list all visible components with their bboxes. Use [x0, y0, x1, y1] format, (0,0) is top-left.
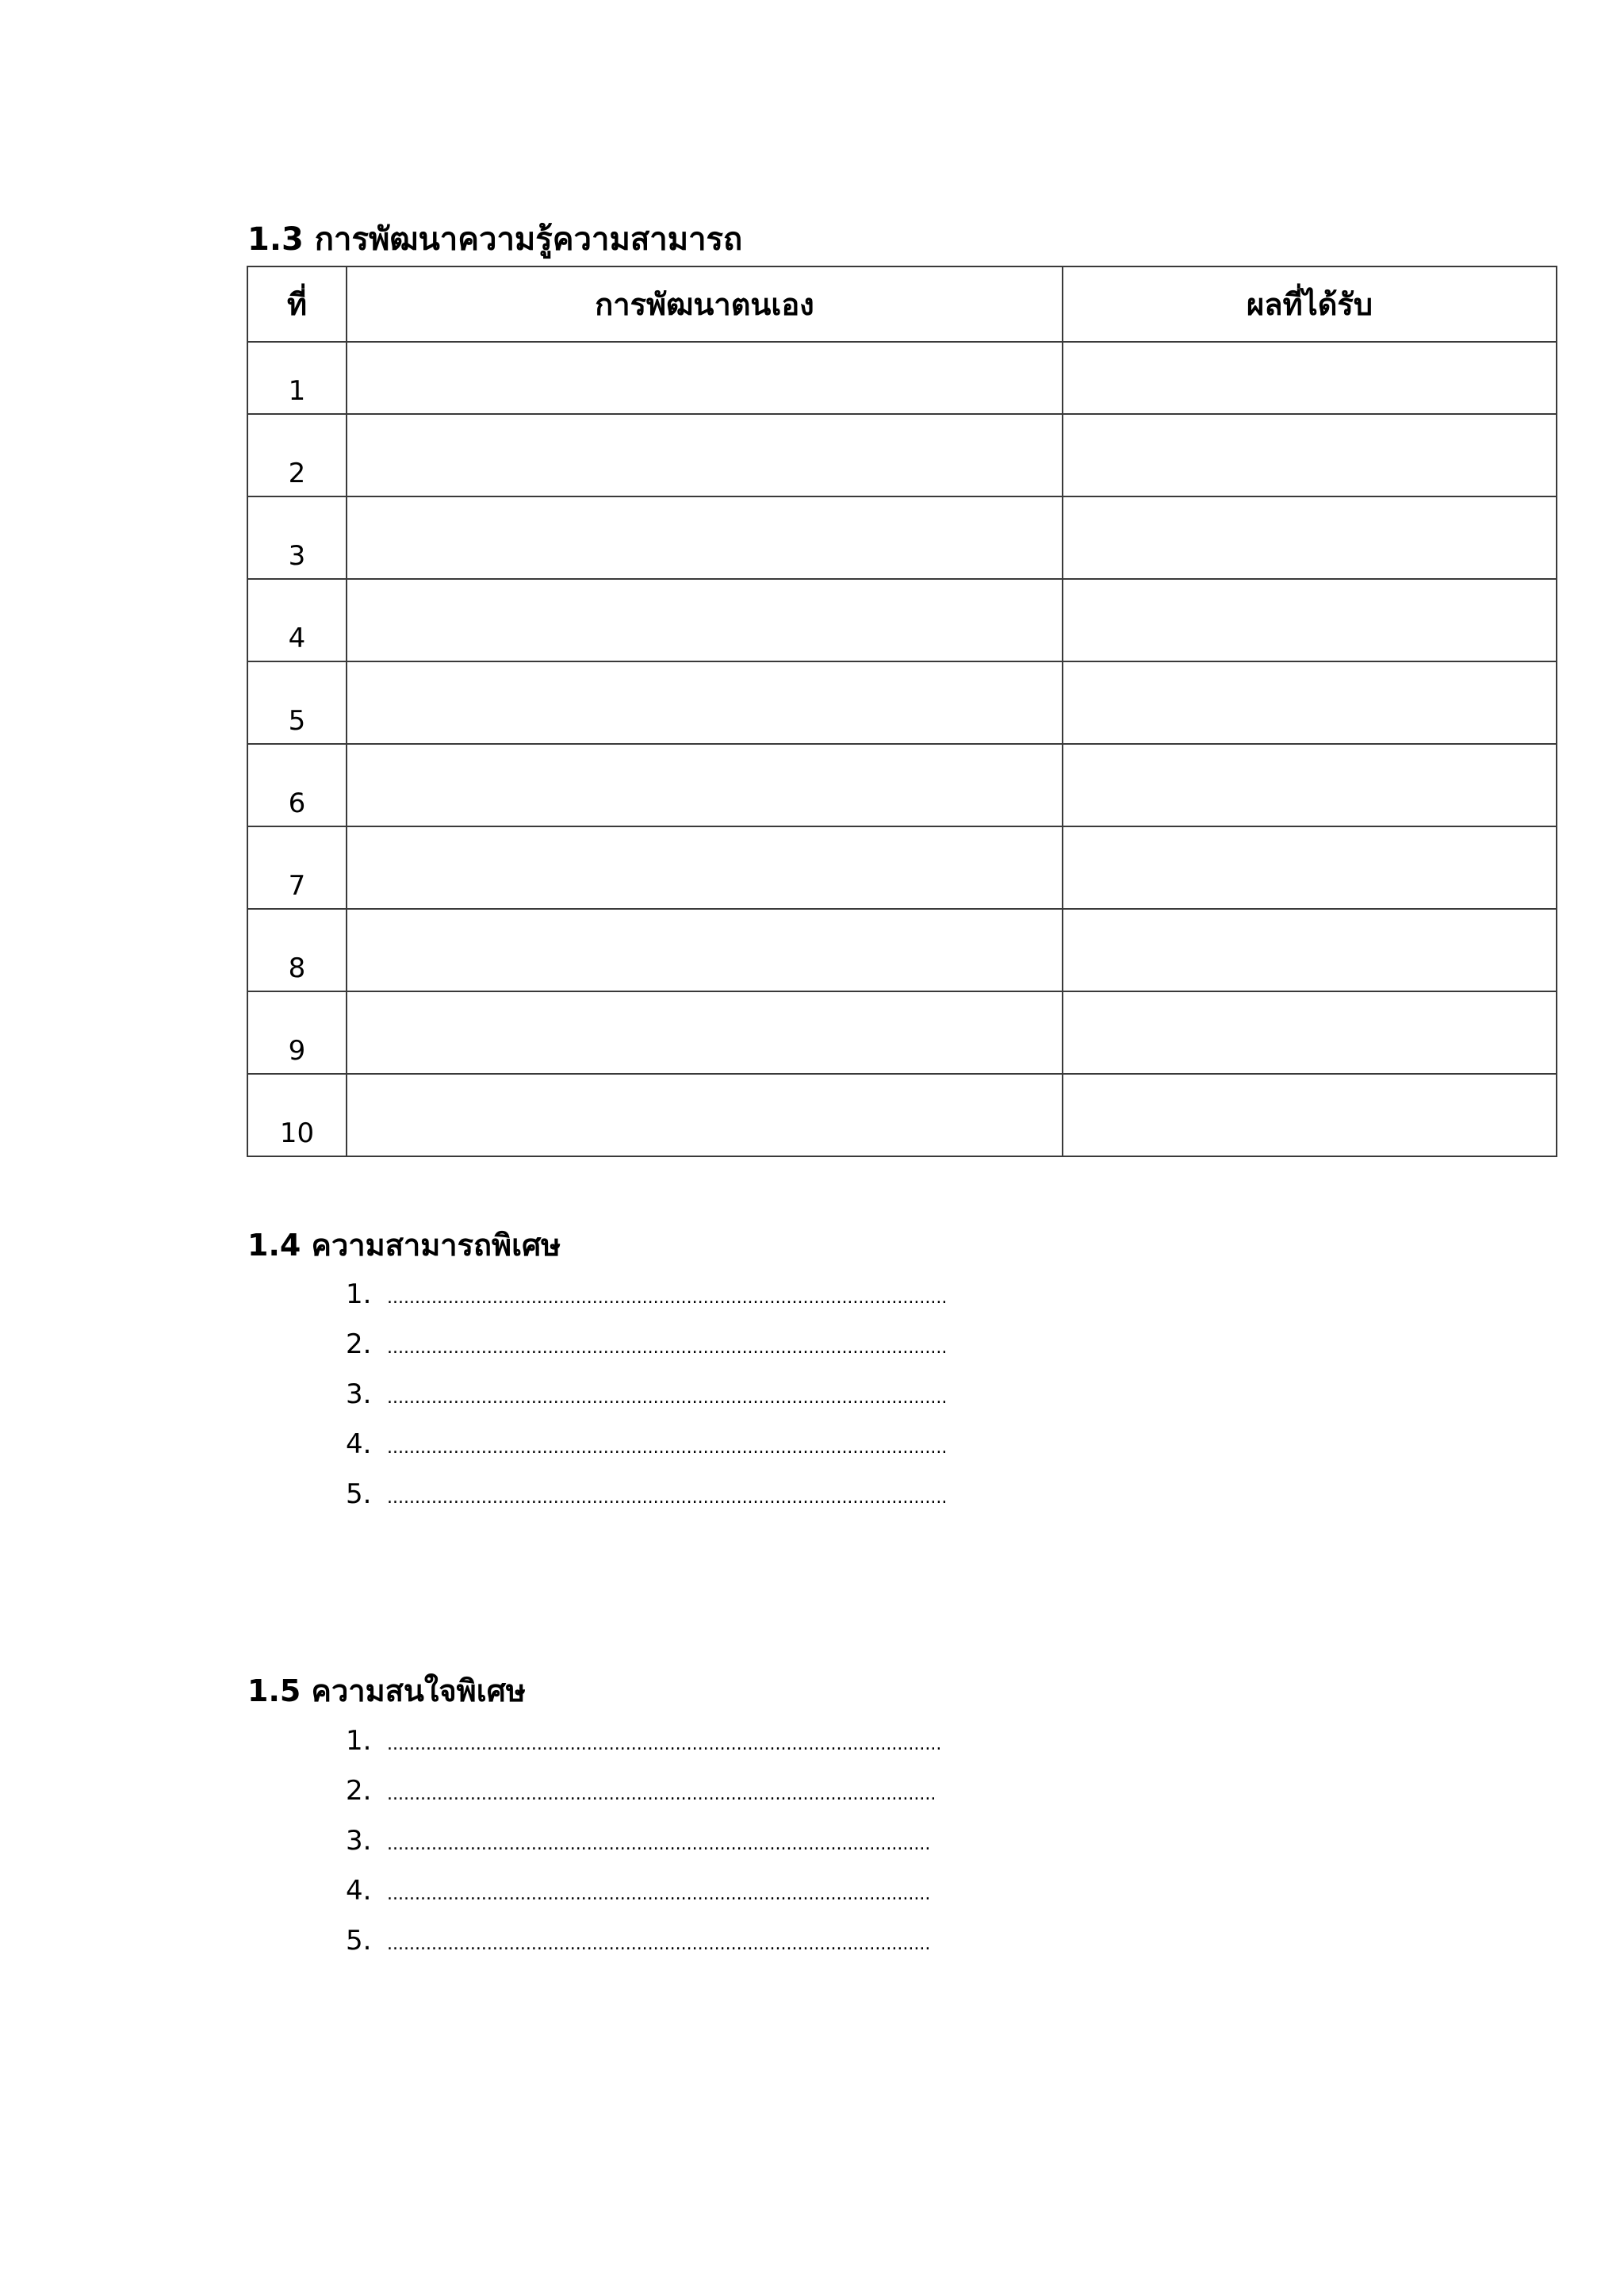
section-1-3-heading: 1.3 การพัฒนาความรู้ความสามารถ [247, 221, 743, 258]
section-1-5-heading: 1.5 ความสนใจพิเศษ [247, 1673, 526, 1708]
table-row [247, 826, 1557, 909]
self-development-table [247, 266, 1557, 1157]
list-item[interactable] [346, 1772, 941, 1822]
table-row [247, 1074, 1557, 1156]
list-item[interactable] [346, 1822, 941, 1872]
result-cell[interactable] [1063, 579, 1557, 661]
development-cell[interactable] [347, 826, 1063, 909]
fill-in-line: .................................................................................................. [387, 1884, 931, 1904]
fill-in-line: .................................................................................................. [387, 1834, 931, 1854]
development-cell[interactable] [347, 744, 1063, 826]
column-header-result: ผลที่ได้รับ [1063, 266, 1557, 342]
result-cell[interactable] [1063, 744, 1557, 826]
list-item[interactable] [346, 1325, 947, 1375]
list-item[interactable] [346, 1872, 941, 1922]
table-row [247, 579, 1557, 661]
fill-in-line: .................................................................................................... [387, 1734, 942, 1754]
table-header-row [247, 266, 1557, 342]
result-cell[interactable] [1063, 342, 1557, 414]
item-number: 5. [346, 1478, 372, 1510]
fill-in-line: ..................................................................................................... [387, 1388, 948, 1408]
table-row [247, 414, 1557, 496]
list-item[interactable] [346, 1922, 941, 1972]
table-row [247, 496, 1557, 579]
result-cell[interactable] [1063, 826, 1557, 909]
table-row [247, 744, 1557, 826]
row-number: 5 [247, 661, 347, 744]
item-number: 4. [346, 1428, 372, 1460]
row-number: 2 [247, 414, 347, 496]
result-cell[interactable] [1063, 496, 1557, 579]
row-number: 7 [247, 826, 347, 909]
result-cell[interactable] [1063, 1074, 1557, 1156]
section-1-4-heading: 1.4 ความสามารถพิเศษ [247, 1228, 561, 1263]
row-number: 6 [247, 744, 347, 826]
special-abilities-list [346, 1275, 947, 1525]
column-header-number: ที่ [247, 266, 347, 342]
development-cell[interactable] [347, 991, 1063, 1074]
development-cell[interactable] [347, 496, 1063, 579]
list-item[interactable] [346, 1275, 947, 1325]
fill-in-line: .................................................................................................. [387, 1934, 931, 1954]
item-number: 2. [346, 1328, 372, 1360]
result-cell[interactable] [1063, 991, 1557, 1074]
list-item[interactable] [346, 1722, 941, 1772]
row-number: 9 [247, 991, 347, 1074]
table-row [247, 909, 1557, 991]
fill-in-line: ..................................................................................................... [387, 1438, 948, 1458]
fill-in-line: ..................................................................................................... [387, 1288, 948, 1308]
row-number: 3 [247, 496, 347, 579]
column-header-self-development: การพัฒนาตนเอง [347, 266, 1063, 342]
development-cell[interactable] [347, 661, 1063, 744]
development-cell[interactable] [347, 1074, 1063, 1156]
item-number: 3. [346, 1378, 372, 1410]
fill-in-line: ..................................................................................................... [387, 1338, 948, 1358]
table-row [247, 342, 1557, 414]
row-number: 10 [247, 1074, 347, 1156]
item-number: 1. [346, 1725, 372, 1757]
fill-in-line: ..................................................................................................... [387, 1488, 948, 1508]
list-item[interactable] [346, 1425, 947, 1475]
fill-in-line: ................................................................................................... [387, 1784, 936, 1804]
result-cell[interactable] [1063, 909, 1557, 991]
item-number: 4. [346, 1875, 372, 1907]
item-number: 3. [346, 1825, 372, 1857]
list-item[interactable] [346, 1375, 947, 1425]
row-number: 8 [247, 909, 347, 991]
row-number: 1 [247, 342, 347, 414]
result-cell[interactable] [1063, 414, 1557, 496]
development-cell[interactable] [347, 342, 1063, 414]
development-cell[interactable] [347, 579, 1063, 661]
special-interests-list [346, 1722, 941, 1972]
development-cell[interactable] [347, 909, 1063, 991]
table-row [247, 991, 1557, 1074]
table-row [247, 661, 1557, 744]
row-number: 4 [247, 579, 347, 661]
item-number: 2. [346, 1775, 372, 1807]
list-item[interactable] [346, 1475, 947, 1525]
item-number: 1. [346, 1278, 372, 1310]
result-cell[interactable] [1063, 661, 1557, 744]
development-cell[interactable] [347, 414, 1063, 496]
item-number: 5. [346, 1925, 372, 1957]
